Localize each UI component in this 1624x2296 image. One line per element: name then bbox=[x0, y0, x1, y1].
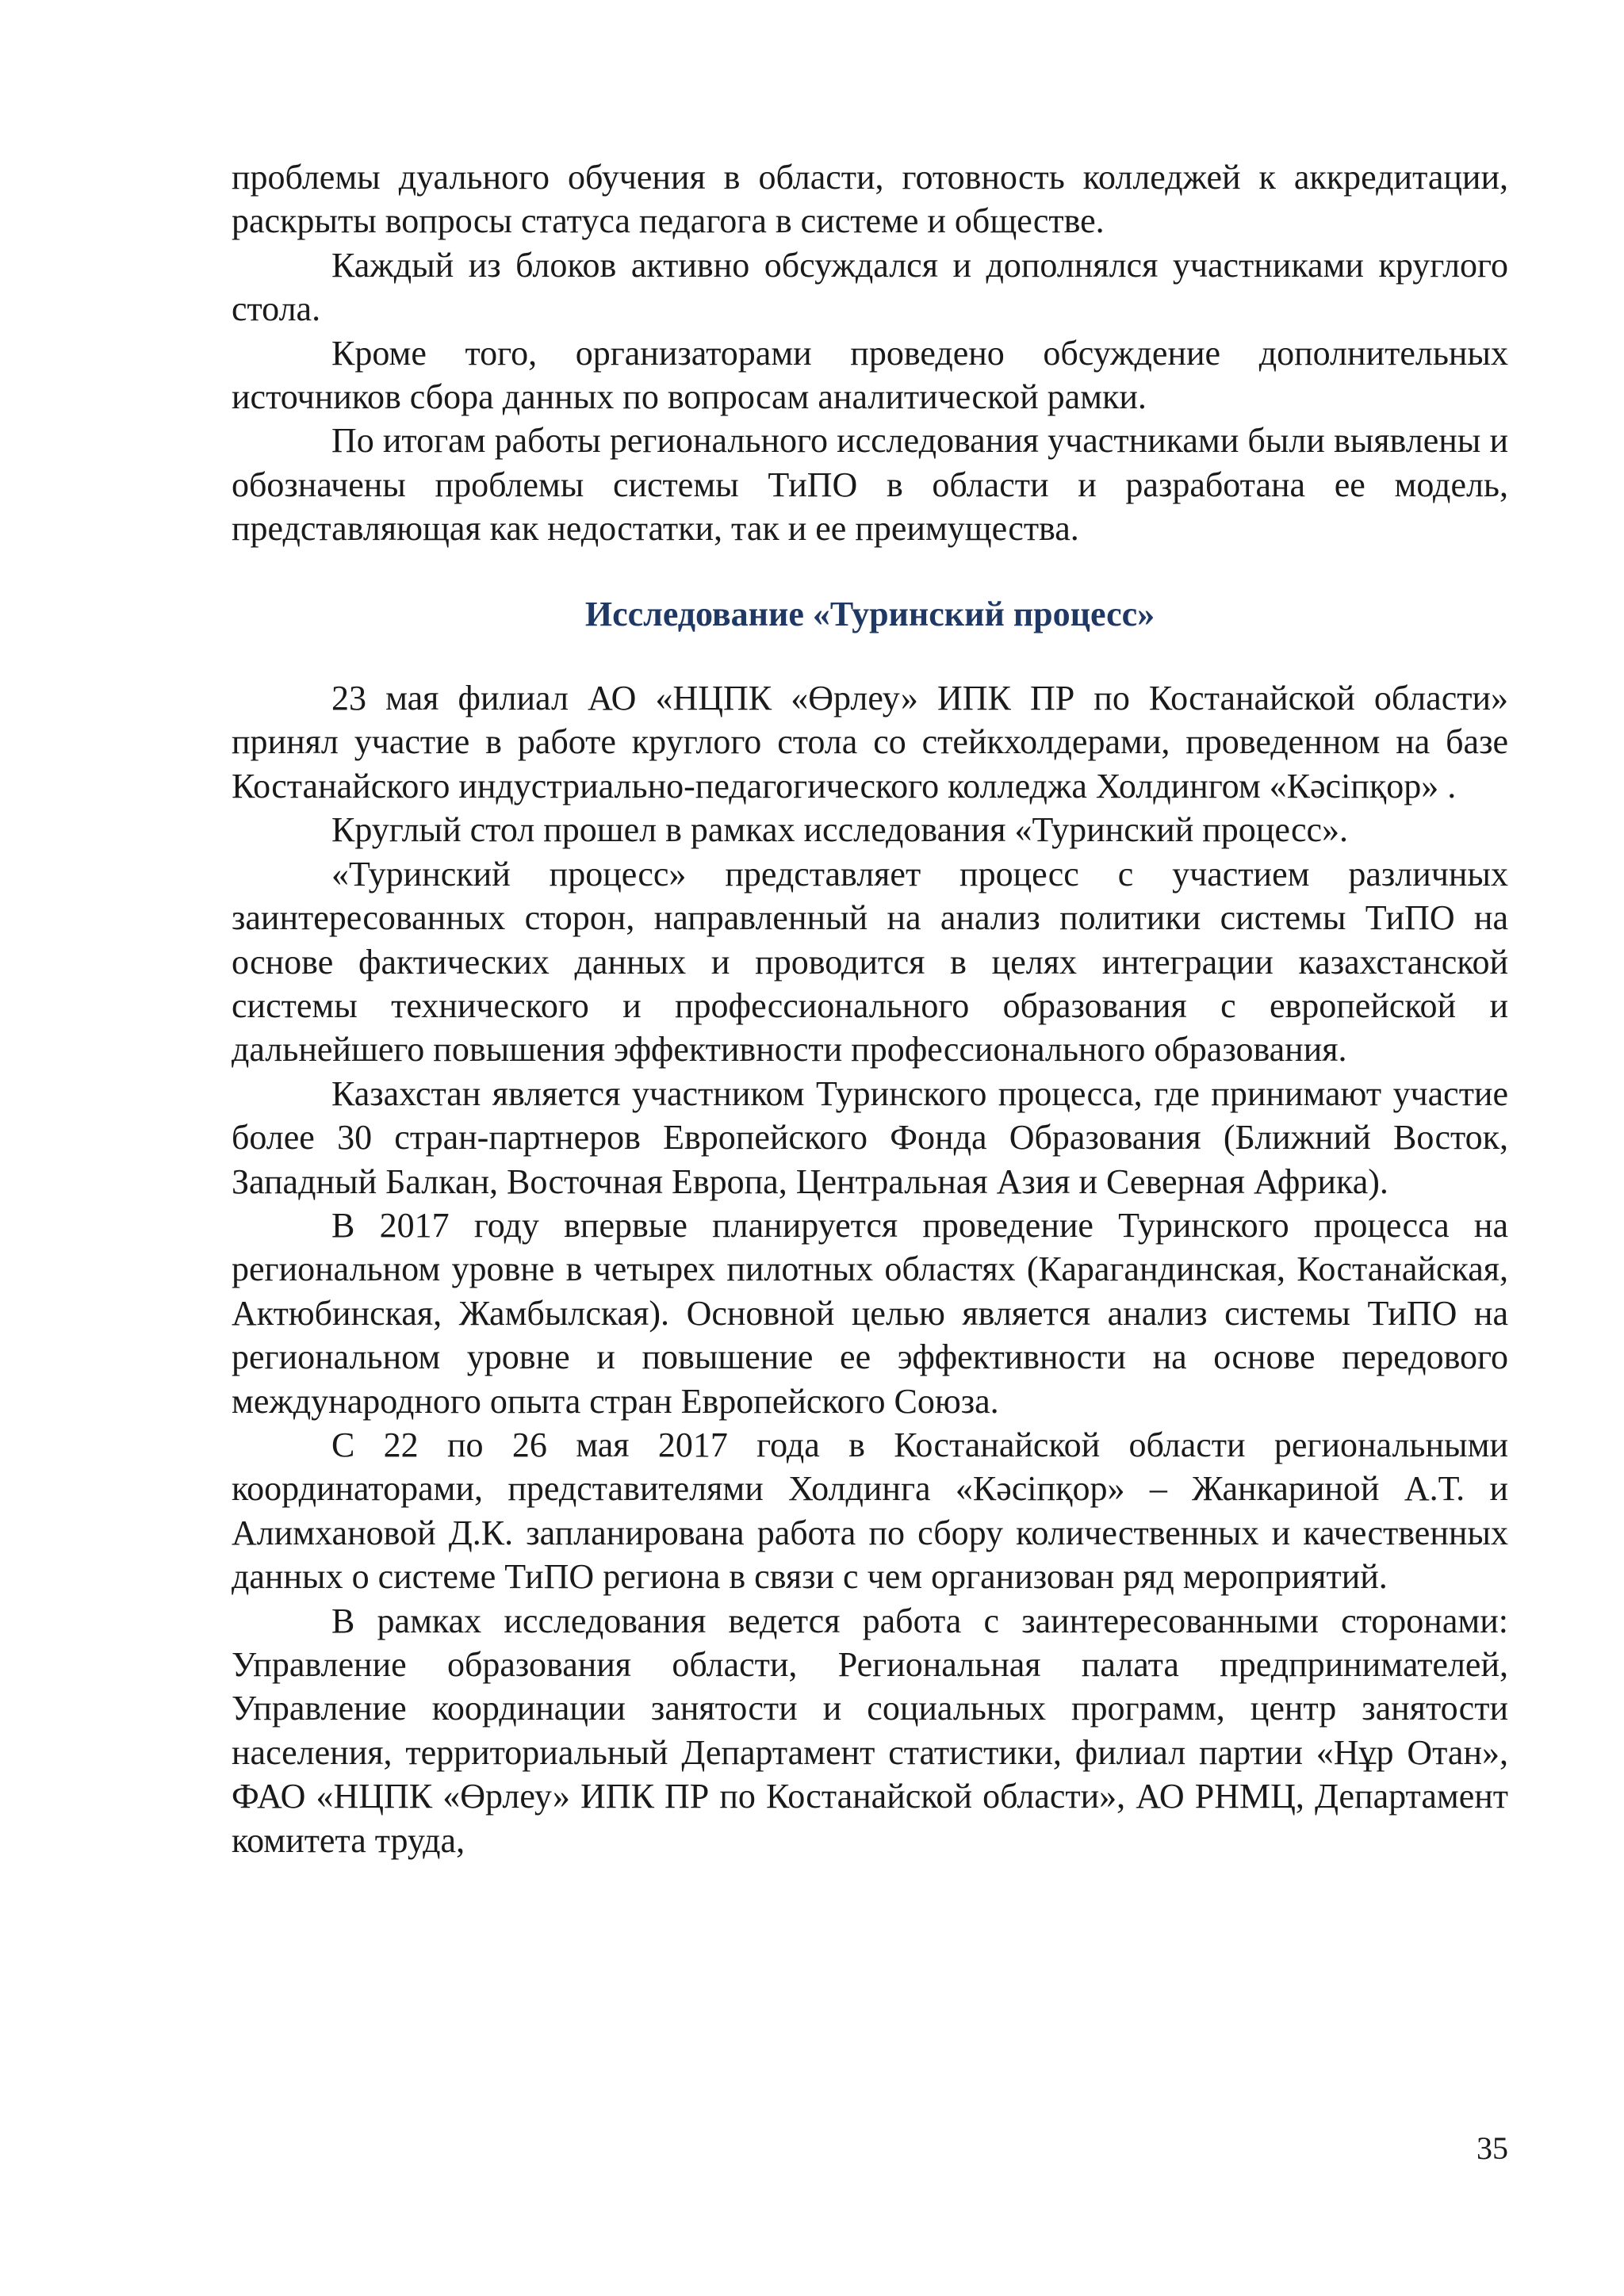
document-body bbox=[232, 155, 1508, 1862]
paragraph-regional-pilot-2017: В 2017 году впервые планируется проведение Туринского процесса на региональном уровне в четырех пилотных областях (Карагандинская, Костанайская, Актюбинская, Жамбылская). Основной целью является анализ системы ТиПО на региональном уровне и повышение ее эффективности на основе передового международного опыта стран Европейского Союза. bbox=[232, 1205, 1508, 1421]
paragraph-turin-process-definition: «Туринский процесс» представляет процесс с участием различных заинтересованных сторон, направленный на анализ политики системы ТиПО на основе фактических данных и проводится в целях интеграции казахстанской системы технического и профессионального образования с европейской и дальнейшего повышения эффективности профессионального образования. bbox=[232, 854, 1508, 1070]
paragraph-research-results: По итогам работы регионального исследования участниками были выявлены и обозначены проблемы системы ТиПО в области и разработана ее модель, представляющая как недостатки, так и ее преимущества. bbox=[232, 421, 1508, 549]
paragraph-kazakhstan-participation: Казахстан является участником Туринского процесса, где принимают участие более 30 стран-партнеров Европейского Фонда Образования (Ближний Восток, Западный Балкан, Восточная Европа, Центральная Азия и Северная Африка). bbox=[232, 1073, 1508, 1201]
paragraph-continuation: проблемы дуального обучения в области, готовность колледжей к аккредитации, раскрыты вопросы статуса педагога в системе и обществе. bbox=[232, 158, 1508, 241]
paragraph-round-table-framework: Круглый стол прошел в рамках исследования «Туринский процесс». bbox=[331, 810, 1349, 850]
paragraph-discussion-blocks: Каждый из блоков активно обсуждался и дополнялся участниками круглого стола. bbox=[232, 245, 1508, 329]
paragraph-stakeholders: В рамках исследования ведется работа с заинтересованными сторонами: Управление образования области, Региональная палата предпринимателей, Управление координации занятости и социальных программ, центр занятости населения, территориальный Департамент статистики, филиал партии «Нұр Отан», ФАО «НЦПК «Өрлеу» ИПК ПР по Костанайской области», АО РНМЦ, Департамент комитета труда, bbox=[232, 1601, 1508, 1860]
paragraph-data-sources: Кроме того, организаторами проведено обсуждение дополнительных источников сбора данных по вопросам аналитической рамки. bbox=[232, 333, 1508, 417]
section-heading: Исследование «Туринский процесс» bbox=[584, 594, 1155, 633]
paragraph-round-table-may-23: 23 мая филиал АО «НЦПК «Өрлеу» ИПК ПР по Костанайской области» принял участие в работе круглого стола со стейкхолдерами, проведенном на базе Костанайского индустриально-педагогического колледжа Холдингом «Кәсіпқор» . bbox=[232, 679, 1508, 806]
paragraph-data-collection: С 22 по 26 мая 2017 года в Костанайской области региональными координаторами, представителями Холдинга «Кәсіпқор» – Жанкариной А.Т. и Алимхановой Д.К. запланирована работа по сбору количественных и качественных данных о системе ТиПО региона в связи с чем организован ряд мероприятий. bbox=[232, 1425, 1508, 1597]
page-number: 35 bbox=[1477, 2130, 1508, 2166]
